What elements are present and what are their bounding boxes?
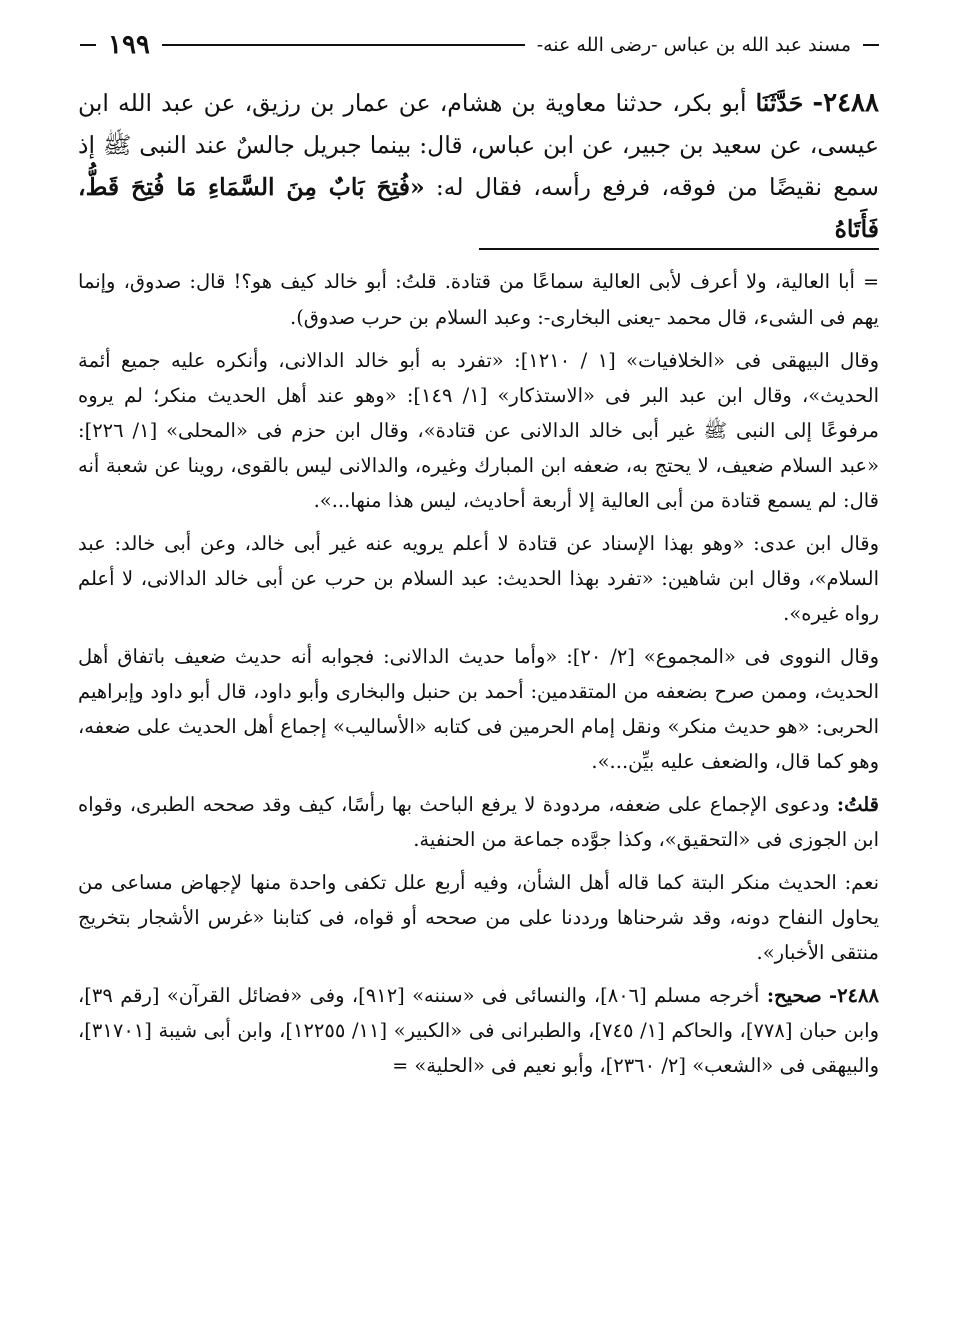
footnote-lead: صحيح: (766, 984, 822, 1007)
header-rule-left (80, 44, 96, 46)
hadith-chain: أبو بكر، حدثنا معاوية بن هشام، عن عمار بن رزيق، عن عبد الله ابن عيسى، عن سعيد بن جبير، عن ابن عباس، قال: بينما جبريل جالسٌ عند النبى ﷺ إذ سمع نقيضًا من فوقه، فرفع رأسه، فقال له: (78, 89, 879, 201)
hadith-number: ٢٤٨٨- (812, 88, 879, 118)
footnote-paragraph (78, 865, 879, 970)
footnote-number: ٢٤٨٨- (828, 984, 879, 1007)
footnote-paragraph (78, 978, 879, 1084)
footnote-text: وقال النووى فى «المجموع» [٢/ ٢٠]: «وأما حديث الدالانى: فجوابه أنه حديث ضعيف باتفاق أهل الحديث، وممن صرح بضعفه من المتقدمين: أحمد بن حنبل والبخارى وأبو داود، قال أبو داود وإبراهيم الحربى: «هو حديث منكر» ونقل إمام الحرمين فى كتابه «الأساليب» إجماع أهل الحديث على ضعفه، وهو كما قال، والضعف عليه بيِّن...». (78, 645, 879, 773)
continuation-mark: = (863, 271, 879, 293)
footnote-text: نعم: الحديث منكر البتة كما قاله أهل الشأن، وفيه أربع علل تكفى واحدة منها لإجهاض مساعى من يحاول النفاح دونه، وقد شرحناها ورددنا على من صححه أو قواه، فى كتابنا «غرس الأشجار بتخريج منتقى الأخبار». (78, 871, 879, 964)
footnote-text: ودعوى الإجماع على ضعفه، مردودة لا يرفع الباحث بها رأسًا، كيف وقد صححه الطبرى، وقواه ابن الجوزى فى «التحقيق»، وكذا جوَّده جماعة من الحنفية. (78, 793, 879, 851)
footnote-paragraph (78, 526, 879, 631)
hadith-quote: «فُتِحَ بَابٌ مِنَ السَّمَاءِ مَا فُتِحَ قَطُّ، فَأَتَاهُ (78, 173, 879, 243)
hadith-lead: حَدَّثَنَا (755, 89, 804, 117)
footnote-paragraph (78, 343, 879, 518)
footnote-paragraph (78, 787, 879, 857)
footnote-paragraph (78, 639, 879, 779)
header-rule-right (863, 44, 879, 46)
header-rule (162, 44, 525, 46)
running-header (80, 28, 879, 62)
continuation-mark: = (392, 1055, 409, 1077)
hadith-text (78, 82, 879, 250)
footnote-text: وقال ابن عدى: «وهو بهذا الإسناد عن قتادة لا أعلم يرويه عنه غير أبى خالد، وعن أبى خالد: عبد السلام»، وقال ابن شاهين: «تفرد بهذا الحديث: عبد السلام بن حرب عن أبى خالد الدالانى، لا أعلم رواه غيره». (78, 532, 879, 625)
footnotes (78, 264, 879, 1092)
page-number: ١٩٩ (108, 30, 150, 60)
header-title: مسند عبد الله بن عباس -رضى الله عنه- (536, 34, 851, 56)
footnote-text: وقال البيهقى فى «الخلافيات» [١ / ١٢١٠]: «تفرد به أبو خالد الدالانى، وأنكره عليه جميع أئمة الحديث»، وقال ابن عبد البر فى «الاستذكار» [١/ ١٤٩]: «وهو عند أهل الحديث منكر؛ لم يروه مرفوعًا إلى النبى ﷺ غير أبى خالد الدالانى عن قتادة»، وقال ابن حزم فى «المحلى» [١/ ٢٢٦]: «عبد السلام ضعيف، لا يحتج به، ضعفه ابن المبارك وغيره، والدالانى ليس بالقوى، روينا عن شعبة أنه قال: لم يسمع قتادة من أبى العالية إلا أربعة أحاديث، ليس هذا منها...». (78, 349, 879, 512)
footnote-paragraph (78, 264, 879, 335)
footnote-text: أخرجه مسلم [٨٠٦]، والنسائى فى «سننه» [٩١٢]، وفى «فضائل القرآن» [رقم ٣٩]، وابن حبان [٧٧٨]، والحاكم [١/ ٧٤٥]، والطبرانى فى «الكبير» [١١/ ١٢٢٥٥]، وابن أبى شيبة [٣١٧٠١]، والبيهقى فى «الشعب» [٢/ ٢٣٦٠]، وأبو نعيم فى «الحلية» (78, 984, 879, 1077)
footnote-lead: قلتُ: (836, 793, 879, 816)
footnote-text: أبا العالية، ولا أعرف لأبى العالية سماعًا من قتادة. قلتُ: أبو خالد كيف هو؟! قال: صدوق، وإنما يهم فى الشىء، قال محمد -يعنى البخارى-: وعبد السلام بن حرب صدوق). (78, 270, 879, 329)
footnote-separator (479, 248, 879, 250)
